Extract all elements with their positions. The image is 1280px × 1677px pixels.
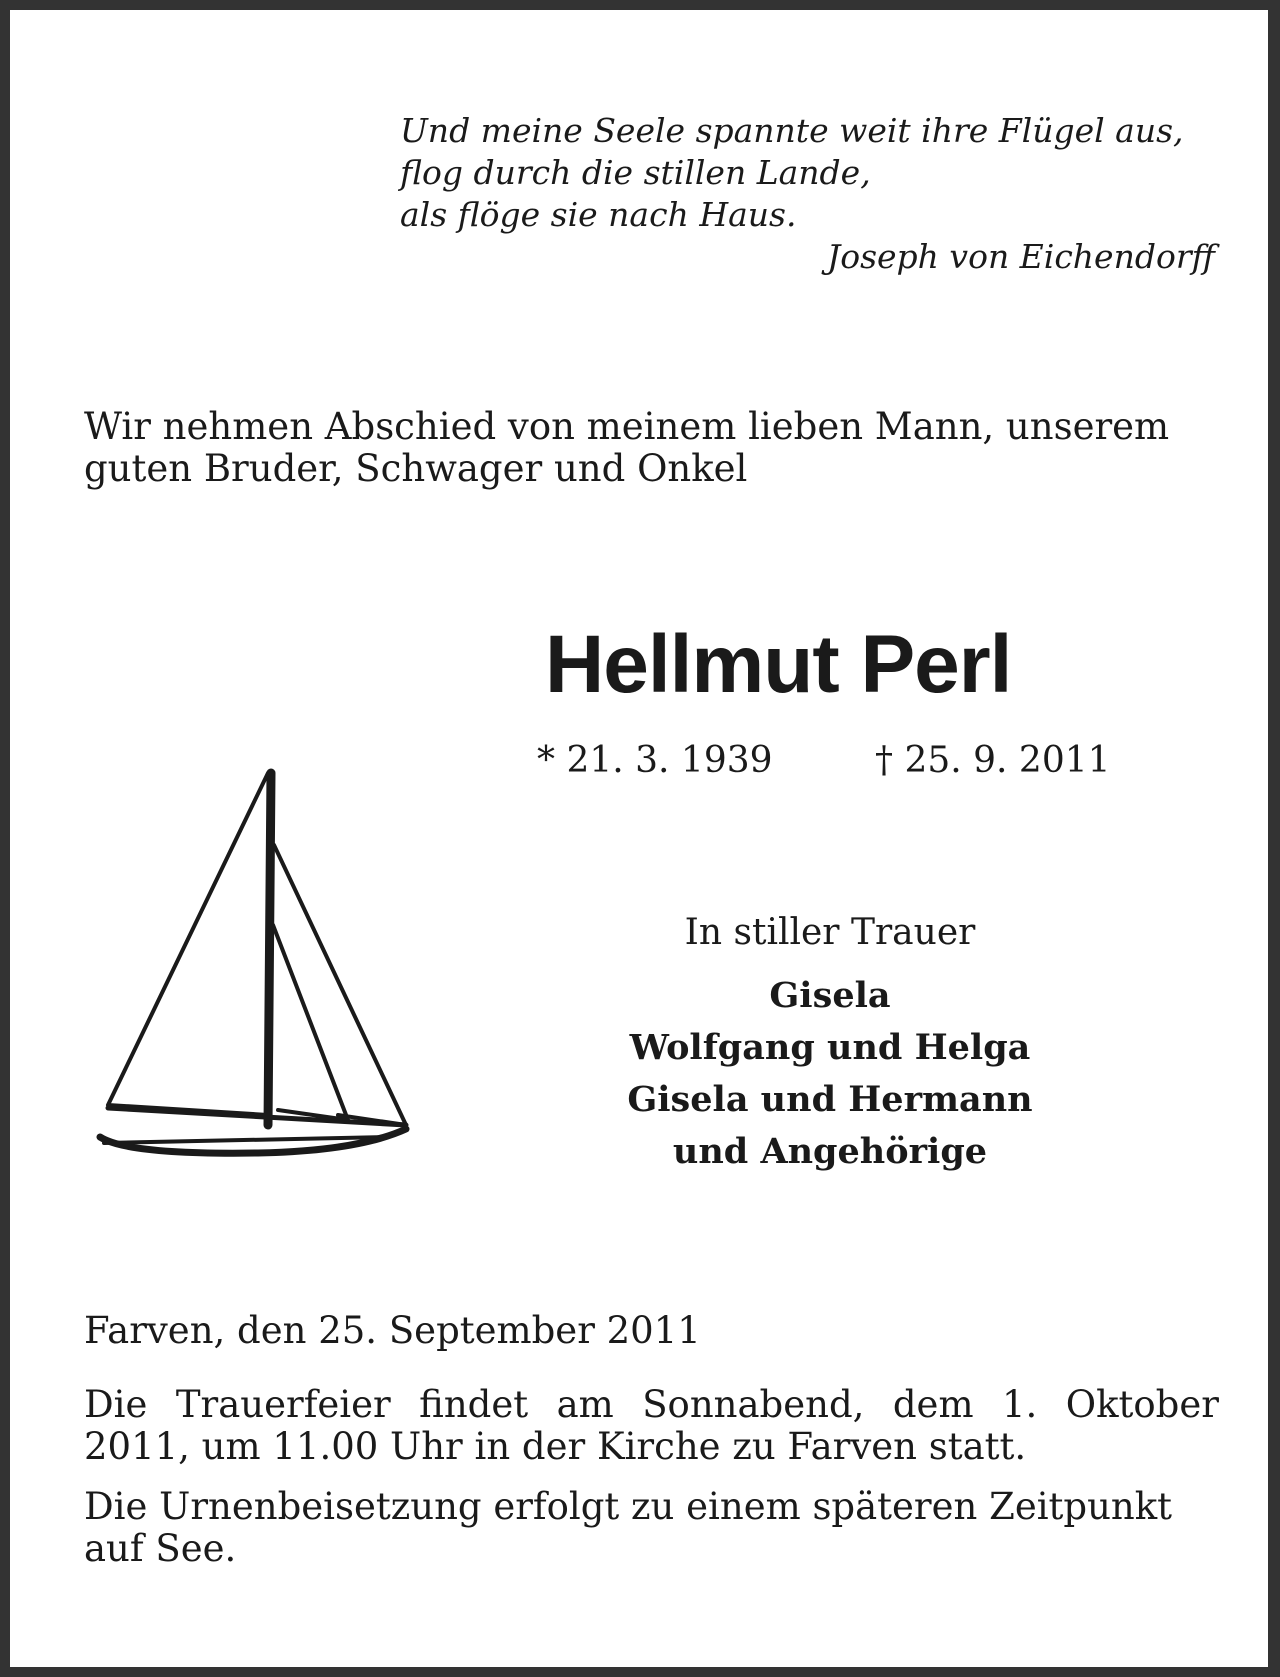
ceremony-line: 2011, um 11.00 Uhr in der Kirche zu Farven statt. (84, 1425, 1027, 1468)
ceremony-info (84, 1384, 1219, 1468)
burial-info (84, 1486, 1219, 1570)
poem-quote (400, 110, 1215, 278)
birth-date: * 21. 3. 1939 (537, 740, 773, 781)
ceremony-word: 1. (1001, 1383, 1038, 1426)
mourners-block (570, 910, 1090, 1178)
ceremony-word: am (556, 1383, 614, 1426)
ceremony-word: dem (892, 1383, 974, 1426)
ceremony-word: Sonnabend, (642, 1383, 865, 1426)
poem-author: Joseph von Eichendorff (827, 237, 1215, 276)
mourner-name: Gisela (769, 975, 891, 1016)
burial-line: Die Urnenbeisetzung erfolgt zu einem späteren Zeitpunkt (84, 1485, 1173, 1528)
ceremony-word: findet (419, 1383, 529, 1426)
mourner-name: Wolfgang und Helga (629, 1027, 1031, 1068)
poem-line: als flöge sie nach Haus. (400, 195, 797, 234)
farewell-intro (84, 406, 1219, 490)
obituary-notice (10, 10, 1268, 1667)
sailboat-icon (88, 765, 420, 1175)
intro-line: guten Bruder, Schwager und Onkel (84, 447, 748, 490)
mourner-name: und Angehörige (672, 1131, 988, 1172)
poem-line: Und meine Seele spannte weit ihre Flügel aus, (400, 111, 1184, 150)
deceased-name: Hellmut Perl (545, 619, 1012, 710)
intro-line: Wir nehmen Abschied von meinem lieben Mann, unserem (84, 405, 1170, 448)
burial-line: auf See. (84, 1527, 237, 1570)
place-and-date: Farven, den 25. September 2011 (84, 1309, 701, 1352)
ceremony-word: Die (84, 1383, 148, 1426)
poem-line: flog durch die stillen Lande, (400, 153, 871, 192)
ceremony-line (84, 1384, 1219, 1426)
mourner-name: Gisela und Hermann (627, 1079, 1033, 1120)
ceremony-word: Oktober (1065, 1383, 1219, 1426)
mourning-heading: In stiller Trauer (684, 912, 976, 953)
death-date: † 25. 9. 2011 (875, 740, 1111, 781)
ceremony-word: Trauerfeier (175, 1383, 391, 1426)
